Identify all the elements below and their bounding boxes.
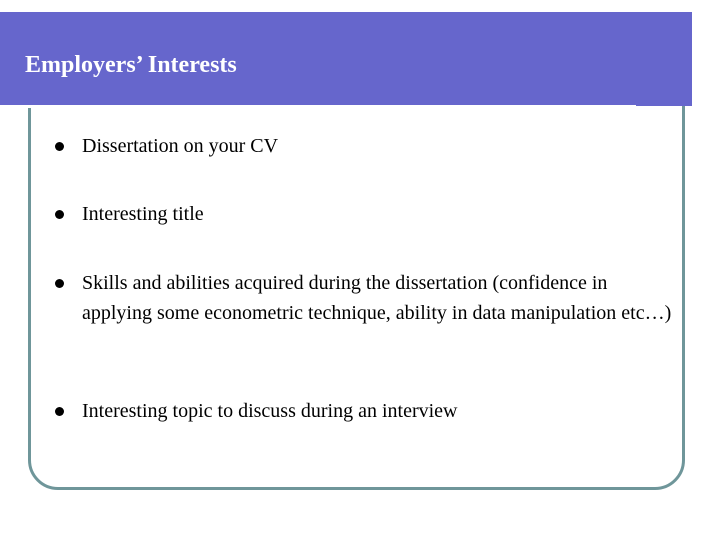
bullet-text: Interesting topic to discuss during an interview bbox=[82, 400, 458, 422]
slide-title: Employers’ Interests bbox=[25, 52, 237, 78]
bullet-icon bbox=[55, 407, 64, 416]
bullet-icon bbox=[55, 210, 64, 219]
title-bar bbox=[0, 12, 692, 106]
bullet-icon bbox=[55, 142, 64, 151]
bullet-text: Interesting title bbox=[82, 203, 204, 225]
bullet-icon bbox=[55, 279, 64, 288]
bullet-text: Dissertation on your CV bbox=[82, 135, 279, 157]
bullet-text: Skills and abilities acquired during the dissertation (confidence in applying some econometric technique, ability in data manipulation etc…) bbox=[82, 272, 672, 324]
title-underline bbox=[0, 105, 636, 108]
